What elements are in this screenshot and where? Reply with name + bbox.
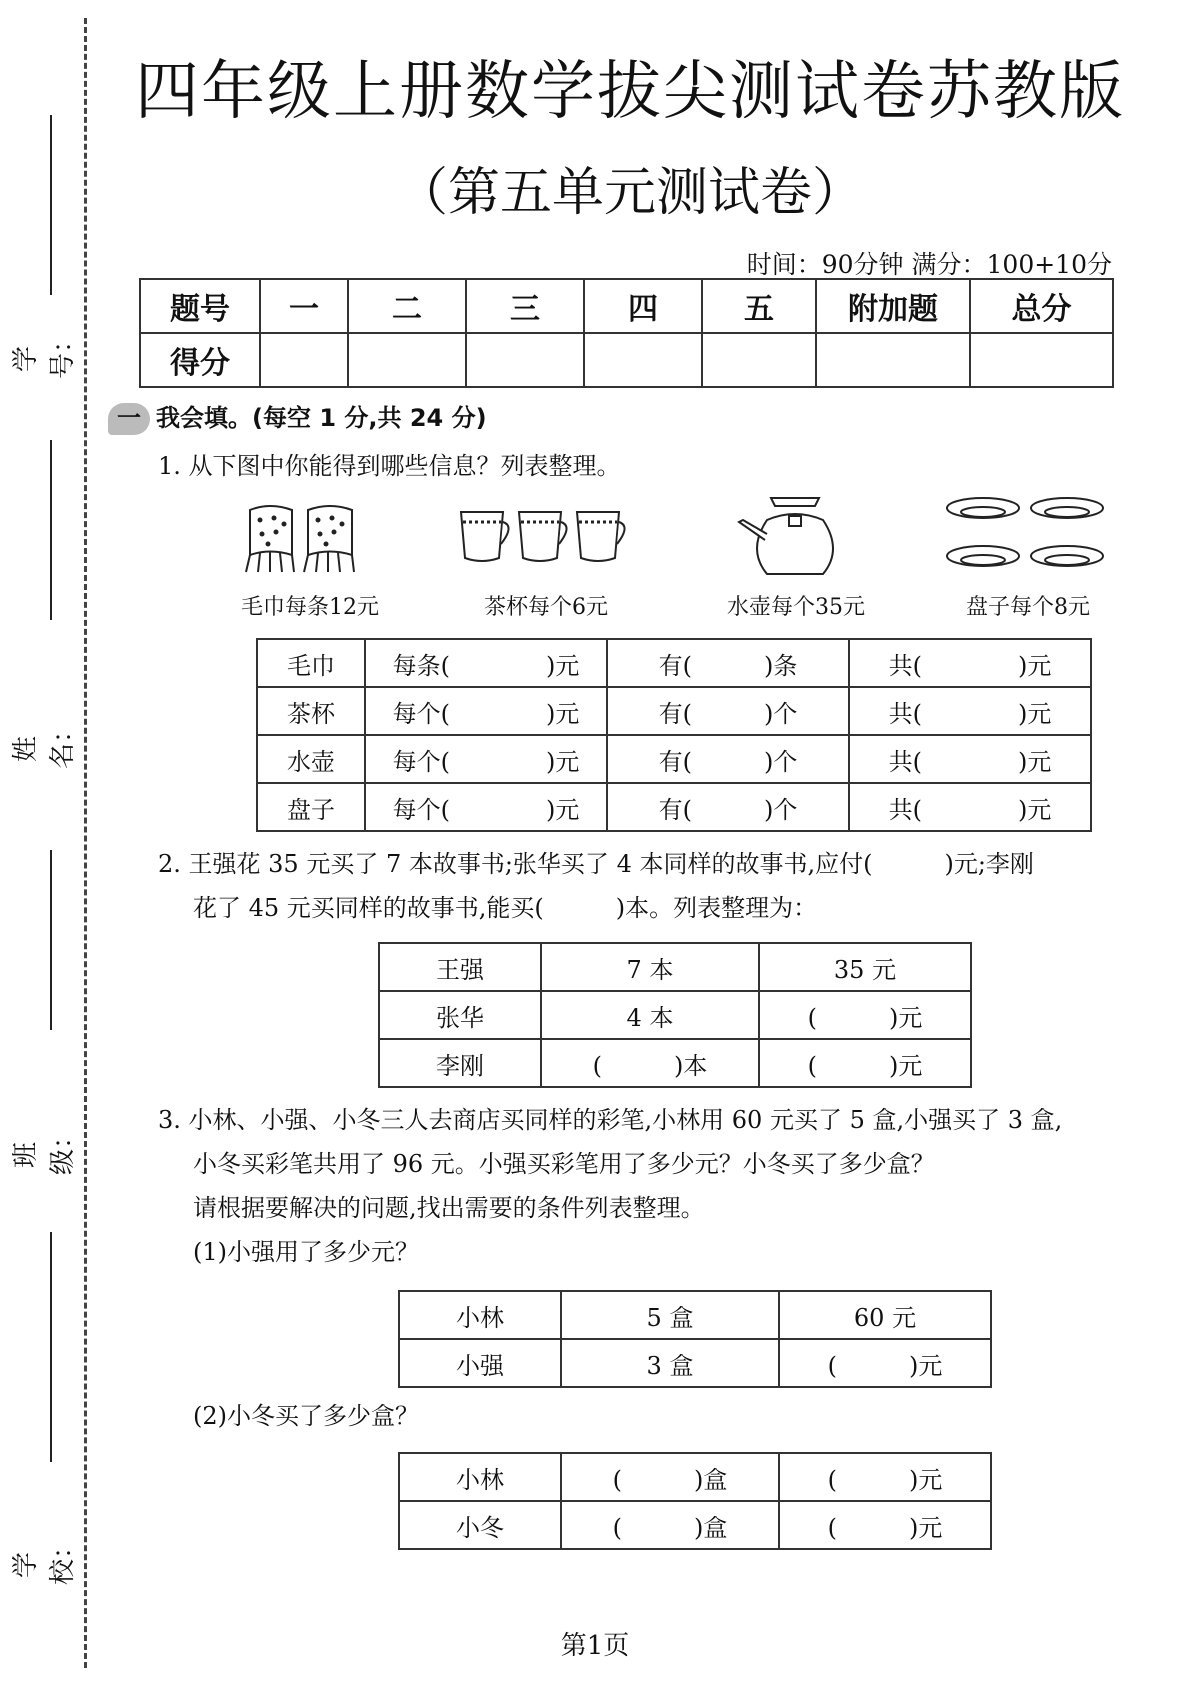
table-row bbox=[257, 783, 1091, 831]
table-cell: ( )元 bbox=[779, 1501, 991, 1549]
table-row bbox=[379, 943, 971, 991]
table-cell: ( )盒 bbox=[561, 1453, 779, 1501]
score-cell[interactable] bbox=[466, 333, 584, 387]
score-table bbox=[139, 278, 1114, 388]
exam-meta: 时间：90分钟 满分：100+10分 bbox=[746, 250, 1112, 279]
table-cell: 共( )元 bbox=[849, 735, 1091, 783]
table-cell: 共( )元 bbox=[849, 783, 1091, 831]
score-header-row bbox=[140, 279, 1113, 333]
table-row bbox=[379, 991, 971, 1039]
score-value-row bbox=[140, 333, 1113, 387]
name-label: 姓名： bbox=[11, 716, 78, 769]
table-cell: ( )元 bbox=[759, 991, 971, 1039]
item-towel bbox=[200, 500, 420, 621]
table-cell: ( )元 bbox=[779, 1339, 991, 1387]
score-cell[interactable] bbox=[584, 333, 702, 387]
table-cell: 4 本 bbox=[541, 991, 759, 1039]
score-cell[interactable] bbox=[702, 333, 816, 387]
table-cell: 有( )条 bbox=[607, 639, 849, 687]
section-badge: 一 bbox=[108, 403, 150, 435]
school-label: 学校： bbox=[11, 1532, 78, 1585]
table-cell: ( )元 bbox=[779, 1453, 991, 1501]
item-caption: 毛巾每条12元 bbox=[241, 595, 379, 620]
score-cell[interactable] bbox=[816, 333, 970, 387]
table-cell: ( )盒 bbox=[561, 1501, 779, 1549]
school-line bbox=[50, 1232, 52, 1462]
table-cell: 共( )元 bbox=[849, 687, 1091, 735]
table-cell: 3 盒 bbox=[561, 1339, 779, 1387]
score-header-cell: 总分 bbox=[970, 279, 1113, 333]
q2-table bbox=[378, 942, 972, 1088]
table-cell: 有( )个 bbox=[607, 687, 849, 735]
score-header-cell: 二 bbox=[348, 279, 466, 333]
page-title: 四年级上册数学拔尖测试卷苏教版 bbox=[135, 55, 1125, 129]
table-row bbox=[257, 687, 1091, 735]
table-row bbox=[399, 1291, 991, 1339]
class-line bbox=[50, 850, 52, 1030]
question-2-line1: 2. 王强花 35 元买了 7 本故事书;张华买了 4 本同样的故事书,应付( )元;李刚 bbox=[158, 850, 1034, 878]
question-3-line3: 请根据要解决的问题,找出需要的条件列表整理。 bbox=[193, 1194, 705, 1222]
item-kettle bbox=[686, 490, 906, 621]
table-cell: 小林 bbox=[399, 1291, 561, 1339]
score-cell[interactable] bbox=[260, 333, 348, 387]
score-row-label: 得分 bbox=[140, 333, 260, 387]
class-label: 班级： bbox=[11, 1122, 78, 1175]
table-row bbox=[257, 735, 1091, 783]
item-caption: 盘子每个8元 bbox=[966, 595, 1090, 620]
question-1: 1. 从下图中你能得到哪些信息？列表整理。 bbox=[158, 452, 621, 480]
question-3-sub1: (1)小强用了多少元？ bbox=[193, 1238, 419, 1266]
table-cell: 60 元 bbox=[779, 1291, 991, 1339]
table-cell: 每个( )元 bbox=[365, 783, 607, 831]
item-caption: 水壶每个35元 bbox=[727, 595, 865, 620]
q3-table-2 bbox=[398, 1452, 992, 1550]
name-line bbox=[50, 440, 52, 620]
table-cell: 盘子 bbox=[257, 783, 365, 831]
table-cell: 李刚 bbox=[379, 1039, 541, 1087]
table-row bbox=[257, 639, 1091, 687]
score-header-cell: 附加题 bbox=[816, 279, 970, 333]
question-3-line2: 小冬买彩笔共用了 96 元。小强买彩笔用了多少元？小冬买了多少盒？ bbox=[193, 1150, 935, 1178]
table-cell: 小冬 bbox=[399, 1501, 561, 1549]
table-cell: 水壶 bbox=[257, 735, 365, 783]
table-cell: 35 元 bbox=[759, 943, 971, 991]
score-header-cell: 题号 bbox=[140, 279, 260, 333]
plate-icon bbox=[943, 494, 1113, 580]
table-cell: 7 本 bbox=[541, 943, 759, 991]
table-cell: 小强 bbox=[399, 1339, 561, 1387]
page-number: 第1页 bbox=[560, 1631, 630, 1661]
question-3-sub2: (2)小冬买了多少盒？ bbox=[193, 1402, 419, 1430]
score-header-cell: 四 bbox=[584, 279, 702, 333]
table-cell: 共( )元 bbox=[849, 639, 1091, 687]
question-3-line1: 3. 小林、小强、小冬三人去商店买同样的彩笔,小林用 60 元买了 5 盒,小强买了 3 盒, bbox=[158, 1106, 1063, 1134]
score-cell[interactable] bbox=[970, 333, 1113, 387]
item-caption: 茶杯每个6元 bbox=[484, 595, 608, 620]
student-id-line bbox=[50, 115, 52, 295]
table-cell: 王强 bbox=[379, 943, 541, 991]
item-teacup bbox=[436, 500, 656, 621]
score-cell[interactable] bbox=[348, 333, 466, 387]
table-cell: ( )元 bbox=[759, 1039, 971, 1087]
table-cell: 有( )个 bbox=[607, 783, 849, 831]
section-heading bbox=[108, 398, 487, 435]
table-cell: 张华 bbox=[379, 991, 541, 1039]
score-header-cell: 三 bbox=[466, 279, 584, 333]
table-cell: 每条( )元 bbox=[365, 639, 607, 687]
towel-icon bbox=[230, 500, 390, 580]
table-cell: ( )本 bbox=[541, 1039, 759, 1087]
table-row bbox=[399, 1501, 991, 1549]
table-row bbox=[399, 1339, 991, 1387]
table-cell: 每个( )元 bbox=[365, 735, 607, 783]
table-cell: 小林 bbox=[399, 1453, 561, 1501]
table-row bbox=[379, 1039, 971, 1087]
kettle-icon bbox=[731, 490, 861, 580]
table-row bbox=[399, 1453, 991, 1501]
question-2-line2: 花了 45 元买同样的故事书,能买( )本。列表整理为： bbox=[193, 894, 818, 922]
student-id-label: 学号： bbox=[11, 326, 78, 379]
table-cell: 茶杯 bbox=[257, 687, 365, 735]
section-title: 我会填。(每空 1 分,共 24 分) bbox=[156, 404, 487, 432]
table-cell: 每个( )元 bbox=[365, 687, 607, 735]
score-header-cell: 一 bbox=[260, 279, 348, 333]
item-plate bbox=[918, 494, 1138, 621]
table-cell: 毛巾 bbox=[257, 639, 365, 687]
binding-dashed-line bbox=[84, 18, 87, 1668]
teacup-icon bbox=[451, 500, 641, 580]
table-cell: 5 盒 bbox=[561, 1291, 779, 1339]
q1-table bbox=[256, 638, 1092, 832]
table-cell: 有( )个 bbox=[607, 735, 849, 783]
score-header-cell: 五 bbox=[702, 279, 816, 333]
page-subtitle: （第五单元测试卷） bbox=[395, 163, 864, 223]
q3-table-1 bbox=[398, 1290, 992, 1388]
